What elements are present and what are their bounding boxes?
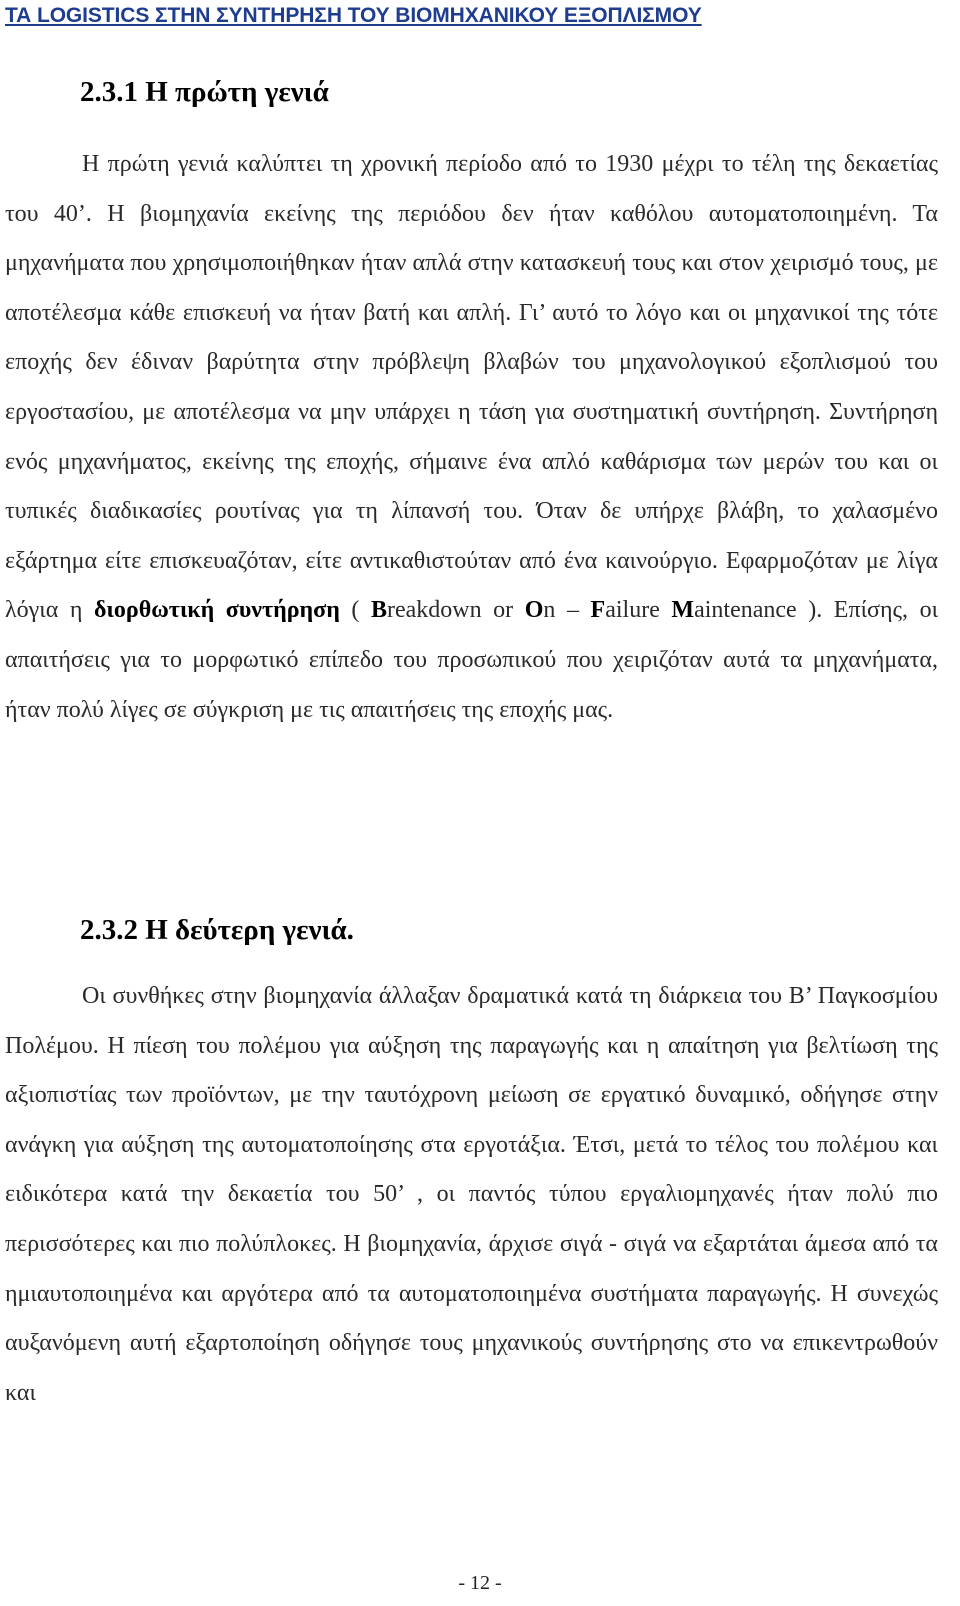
- paragraph-text: reakdown or: [387, 597, 525, 624]
- paragraph-first-generation: [5, 140, 938, 735]
- paragraph-text: (: [339, 597, 371, 624]
- paragraph-text: Επίσης, οι απαιτήσεις για το μορφωτικό επίπεδο του προσωπικού που χειριζόταν αυτά τα μηχανήματα, ήταν πολύ λίγες σε σύγκριση με τις απαιτήσεις της εποχής μας.: [5, 597, 939, 723]
- paragraph-text: aintenance ).: [694, 597, 823, 624]
- acronym-letter: O: [524, 597, 544, 624]
- acronym-letter: M: [671, 597, 695, 624]
- acronym-letter: B: [370, 597, 387, 624]
- paragraph-second-generation: Οι συνθήκες στην βιομηχανία άλλαξαν δραματικά κατά τη διάρκεια του Β’ Παγκοσμίου Πολέμου. Η πίεση του πολέμου για αύξηση της παραγωγής και η απαίτηση για βελτίωση της αξιοπιστίας των προϊόντων, με την ταυτόχρονη μείωση σε εργατικό δυναμικό, οδήγησε στην ανάγκη για αύξηση της αυτοματοποίησης στα εργοτάξια. Έτσι, μετά το τέλος του πολέμου και ειδικότερα κατά την δεκαετία του 50’ , οι παντός τύπου εργαλιομηχανές ήταν πολύ πιο περισσότερες και πιο πολύπλοκες. Η βιομηχανία, άρχισε σιγά - σιγά να εξαρτάται άμεσα από τα ημιαυτοποιημένα και αργότερα από τα αυτοματοποιημένα συστήματα παραγωγής. Η συνεχώς αυξανόμενη αυτή εξαρτοποίηση οδήγησε τους μηχανικούς συντήρησης στο να επικεντρωθούν και: [5, 983, 938, 1406]
- paragraph-text: n –: [543, 597, 591, 624]
- corrective-maintenance-term: διορθωτική συντήρηση: [93, 597, 340, 624]
- paragraph-text: Η πρώτη γενιά καλύπτει τη χρονική περίοδο από το 1930 μέχρι το τέλη της δεκαετίας του 40’. Η βιομηχανία εκείνης της περιόδου δεν ήταν καθόλου αυτοματοποιημένη. Τα μηχανήματα που χρησιμοποιήθηκαν ήταν απλά στην κατασκευή τους και στον χειρισμό τους, με αποτέλεσμα κάθε επισκευή να ήταν βατή και απλή. Γι’ αυτό το λόγο και οι μηχανικοί της τότε εποχής δεν έδιναν βαρύτητα στην πρόβλεψη βλαβών του μηχανολογικού εξοπλισμού του εργοστασίου, με αποτέλεσμα να μην υπάρχει η τάση για συστηματική συντήρηση. Συντήρηση ενός μηχανήματος, εκείνης της εποχής, σήμαινε ένα απλό καθάρισμα των μερών του και οι τυπικές διαδικασίες ρουτίνας για τη λίπανσή του. Όταν δε υπήρχε βλάβη, το χαλασμένο εξάρτημα είτε επισκευαζόταν, είτε αντικαθιστούταν από ένα καινούργιο. Εφαρμοζόταν με λίγα λόγια η: [5, 151, 938, 624]
- section-heading-second-generation: 2.3.2 Η δεύτερη γενιά.: [80, 914, 354, 946]
- paragraph-text: ailure: [605, 597, 672, 624]
- page-number: - 12 -: [458, 1572, 502, 1594]
- section-heading-first-generation: 2.3.1 Η πρώτη γενιά: [80, 76, 329, 108]
- running-header-title[interactable]: ΤΑ LOGISTICS ΣΤΗΝ ΣΥΝΤΗΡΗΣΗ ΤΟΥ ΒΙΟΜΗΧΑΝΙΚΟΥ ΕΞΟΠΛΙΣΜΟΥ: [5, 4, 702, 27]
- acronym-letter: F: [590, 597, 606, 624]
